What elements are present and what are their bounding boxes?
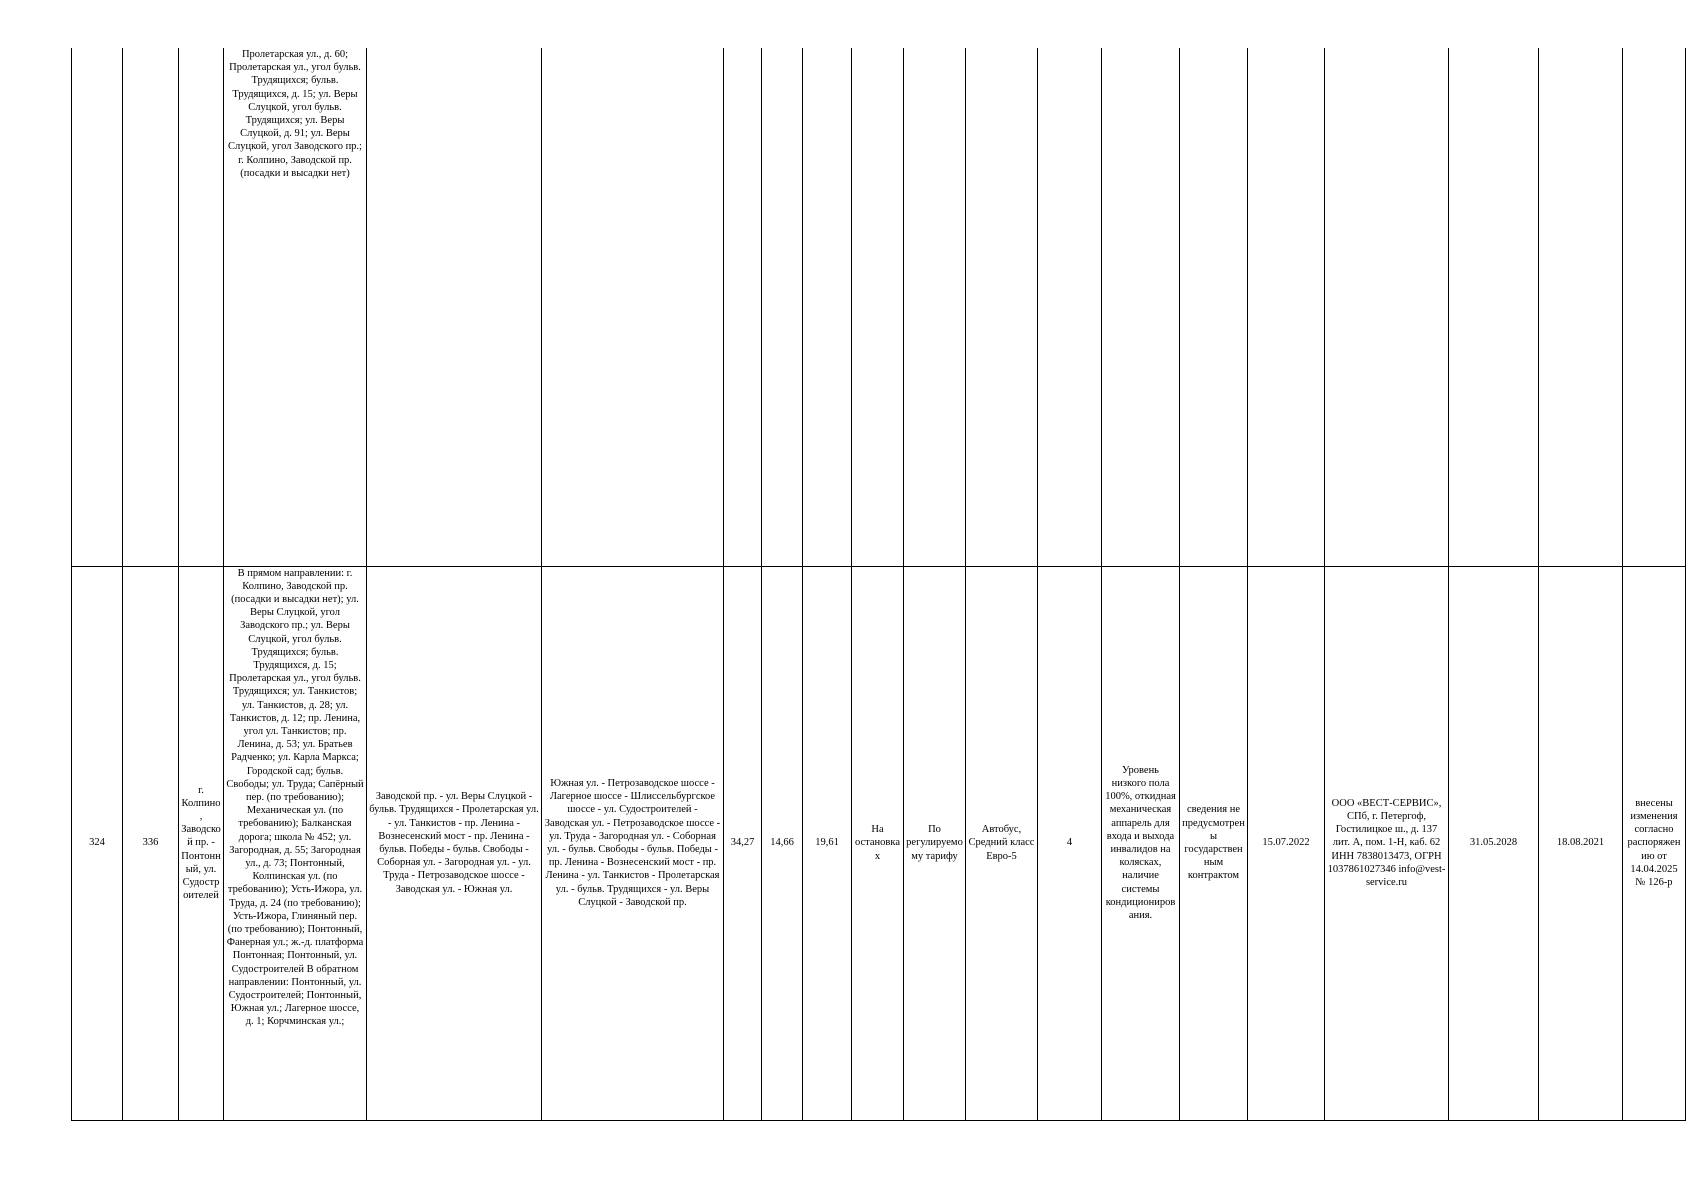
route-name-cell: г. Колпино, Заводской пр. - Понтонный, ул. Судостроителей — [179, 566, 224, 1120]
stops-cell — [224, 48, 367, 566]
length-backward-cell — [762, 48, 803, 566]
boarding-order-cell: На остановках — [852, 566, 904, 1120]
routes-register-table — [71, 48, 1686, 1121]
characteristics-cell — [1102, 48, 1180, 566]
tariff-cell — [904, 48, 966, 566]
start-date-cell: 15.07.2022 — [1248, 566, 1325, 1120]
end-date-cell — [1449, 48, 1539, 566]
characteristics-cell: Уровень низкого пола 100%, откидная механическая аппарель для входа и выхода инвалидов на колясках, наличие системы кондиционирования. — [1102, 566, 1180, 1120]
route-no-cell: 336 — [123, 566, 179, 1120]
table-row — [72, 566, 1686, 1120]
length-forward-cell — [724, 48, 762, 566]
change-date-cell: 18.08.2021 — [1539, 566, 1623, 1120]
contract-info-cell: сведения не предусмотрены государственным контрактом — [1180, 566, 1248, 1120]
streets-forward-cell: Заводской пр. - ул. Веры Слуцкой - бульв. Трудящихся - Пролетарская ул. - ул. Танкистов - пр. Ленина - Вознесенский мост - пр. Ленина - бульв. Победы - бульв. Свободы - Соборная ул. - Загородная ул. - ул. Труда - Петрозаводское шоссе - Заводская ул. - Южная ул. — [367, 566, 542, 1120]
vehicle-cell: Автобус, Средний класс Евро-5 — [966, 566, 1038, 1120]
stops-text: Пролетарская ул., д. 60; Пролетарская ул., угол бульв. Трудящихся; бульв. Трудящихся, д. 15; ул. Веры Слуцкой, угол бульв. Трудящихся; ул. Веры Слуцкой, д. 91; ул. Веры Слуцкой, угол Заводского пр.; г. Колпино, Заводской пр. (посадки и высадки нет) — [228, 49, 362, 179]
streets-backward-cell: Южная ул. - Петрозаводское шоссе - Лагерное шоссе - Шлиссельбургское шоссе - ул. Судостроителей - Заводская ул. - Петрозаводское шоссе - ул. Труда - Загородная ул. - Соборная ул. - бульв. Свободы - бульв. Победы - пр. Ленина - Вознесенский мост - пр. Ленина - ул. Танкистов - Пролетарская ул. - бульв. Трудящихся - ул. Веры Слуцкой - Заводской пр. — [542, 566, 724, 1120]
carrier-cell: ООО «ВЕСТ-СЕРВИС», СПб, г. Петергоф, Гостилицкое ш., д. 137 лит. А, пом. 1-Н, каб. 62 ИНН 7838013473, ОГРН 1037861027346 info@vest-service.ru — [1325, 566, 1449, 1120]
length-forward-cell: 34,27 — [724, 566, 762, 1120]
continued-row — [72, 48, 1686, 566]
tariff-cell: По регулируемому тарифу — [904, 566, 966, 1120]
reg-no-cell — [72, 48, 123, 566]
change-date-cell — [1539, 48, 1623, 566]
end-date-cell: 31.05.2028 — [1449, 566, 1539, 1120]
contract-info-cell — [1180, 48, 1248, 566]
start-date-cell — [1248, 48, 1325, 566]
length-total-cell: 19,61 — [803, 566, 852, 1120]
note-cell: внесены изменения согласно распоряжению от 14.04.2025 № 126-р — [1623, 566, 1686, 1120]
streets-backward-cell — [542, 48, 724, 566]
reg-no-cell: 324 — [72, 566, 123, 1120]
stops-text: В прямом направлении: г. Колпино, Заводской пр. (посадки и высадки нет); ул. Веры Слуцкой, угол Заводского пр.; ул. Веры Слуцкой, угол бульв. Трудящихся; бульв. Трудящихся, д. 15; Пролетарская ул., угол бульв. Трудящихся; ул. Танкистов; ул. Танкистов, д. 28; ул. Танкистов, д. 12; пр. Ленина, угол ул. Танкистов; пр. Ленина, д. 53; ул. Братьев Радченко; ул. Карла Маркса; Городской сад; бульв. Свободы; ул. Труда; Сапёрный пер. (по требованию); Механическая ул. (по требованию); Балканская дорога; школа № 452; ул. Загородная, д. 55; Загородная ул., д. 73; Понтонный, Колпинская ул. (по требованию); Усть-Ижора, ул. Труда, д. 24 (по требованию); Усть-Ижора, Глиняный пер. (по требованию); Понтонный, Фанерная ул.; ж.-д. платформа Понтонная; Понтонный, ул. Судостроителей В обратном направлении: Понтонный, ул. Судостроителей; Понтонный, Южная ул.; Лагерное шоссе, д. 1; Корчминская ул.; — [226, 567, 364, 1028]
boarding-order-cell — [852, 48, 904, 566]
stops-cell — [224, 566, 367, 1120]
vehicle-count-cell — [1038, 48, 1102, 566]
vehicle-cell — [966, 48, 1038, 566]
length-total-cell — [803, 48, 852, 566]
note-cell — [1623, 48, 1686, 566]
streets-forward-cell — [367, 48, 542, 566]
route-name-cell — [179, 48, 224, 566]
carrier-cell — [1325, 48, 1449, 566]
vehicle-count-cell: 4 — [1038, 566, 1102, 1120]
route-no-cell — [123, 48, 179, 566]
length-backward-cell: 14,66 — [762, 566, 803, 1120]
